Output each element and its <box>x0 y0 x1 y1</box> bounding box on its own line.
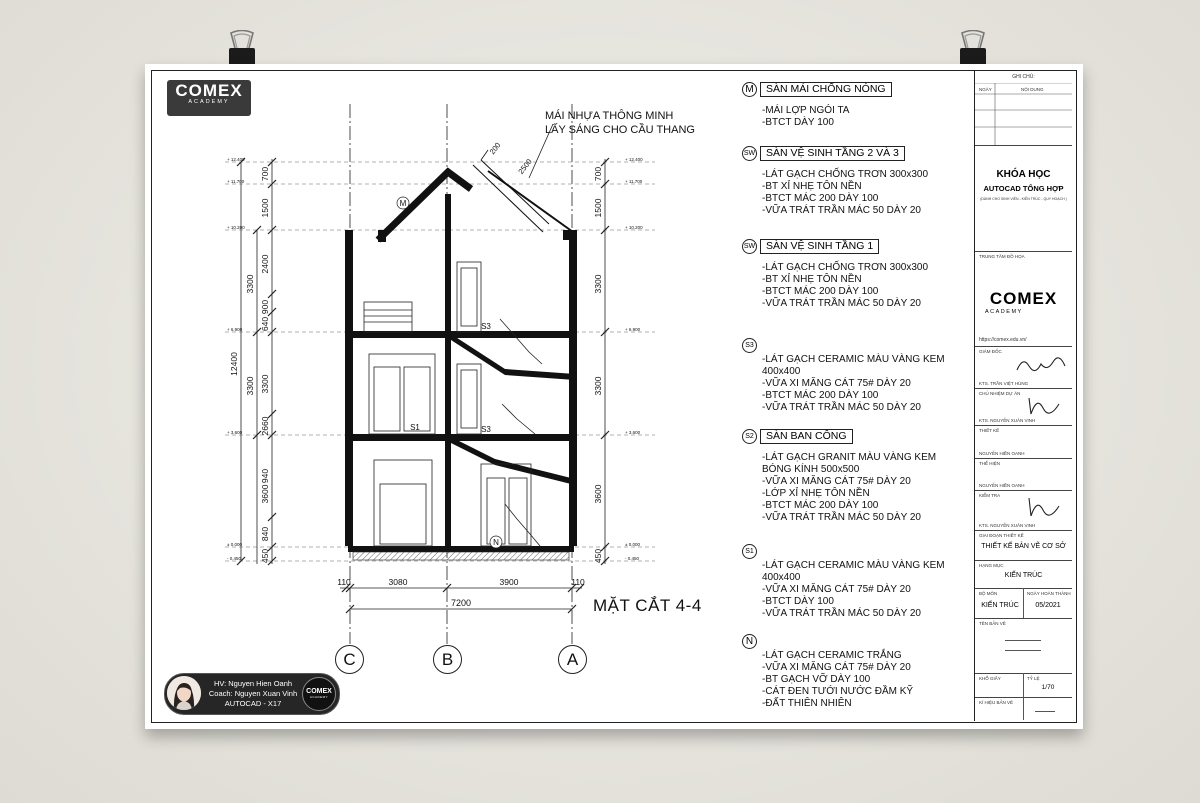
level-mark-left: + 6.900 <box>227 327 243 332</box>
spec-line: -LÁT GẠCH CERAMIC MÀU VÀNG KEM <box>762 560 945 571</box>
badge-logo-word: COMEX <box>306 688 332 695</box>
spec-line: 400x400 <box>762 572 801 583</box>
logo-sub: ACADEMY <box>188 99 230 105</box>
spec-lines <box>738 560 968 620</box>
spec-line: -LỚP XỈ NHẸ TÔN NỀN <box>762 488 870 499</box>
draw-name: NGUYỄN HIỀN OANH <box>979 483 1025 488</box>
dim-left-group: 3300 <box>245 376 255 396</box>
check-signature-icon <box>1023 494 1067 520</box>
dim-bottom: 110 <box>337 577 351 587</box>
design-cell <box>975 425 1072 459</box>
dim-roof: 200 <box>487 140 503 157</box>
spec-line: -VỮA TRÁT TRẦN MÁC 50 DÀY 20 <box>762 608 921 619</box>
spec-header <box>738 544 968 560</box>
spec-group <box>738 82 968 129</box>
dim-bottom: 3900 <box>499 577 519 587</box>
dim-left-chain: 940 <box>260 468 270 484</box>
spec-line: -ĐẤT THIÊN NHIÊN <box>762 698 852 709</box>
spec-code: M <box>742 82 757 97</box>
spec-line: -MÁI LỢP NGÓI TA <box>762 105 850 116</box>
spec-lines <box>738 650 968 710</box>
spec-line: -BT XỈ NHẸ TÔN NỀN <box>762 181 862 192</box>
chief-name: KTS. NGUYỄN XUÂN VINH <box>979 418 1036 423</box>
roof-note-line-2: LẤY SÁNG CHO CẦU THANG <box>545 123 695 136</box>
phase-label: GIAI ĐOẠN THIẾT KẾ <box>979 533 1024 538</box>
spec-header <box>738 239 968 255</box>
spec-line: -BT GẠCH VỠ DÀY 100 <box>762 674 871 685</box>
director-label: GIÁM ĐỐC <box>979 349 1002 354</box>
spec-code: S2 <box>742 429 757 444</box>
sheet-no-cell <box>975 697 1072 720</box>
level-mark-left: ± 0.000 <box>227 542 242 547</box>
grid-axis-c: C <box>335 645 364 674</box>
spec-line: -LÁT GẠCH CERAMIC MÀU VÀNG KEM <box>762 354 945 365</box>
spec-group <box>738 544 968 620</box>
student-badge <box>164 673 340 715</box>
draw-label: THỂ HIỆN <box>979 461 1001 466</box>
dim-left-chain: 840 <box>260 526 270 542</box>
design-name: NGUYỄN HIỀN OANH <box>979 451 1025 456</box>
dim-roof: 2500 <box>516 157 534 176</box>
spec-header <box>738 146 968 162</box>
student-avatar-icon <box>167 676 201 710</box>
spec-group <box>738 634 968 710</box>
drawing-tag: S1 <box>410 423 420 432</box>
spec-code: S1 <box>742 544 757 559</box>
level-mark-left: + 11.700 <box>227 179 245 184</box>
spec-title: SÀN VỆ SINH TẦNG 2 VÀ 3 <box>760 146 905 161</box>
sheet-name-cell <box>975 618 1072 674</box>
spec-code: SW <box>742 146 757 161</box>
badge-course: AUTOCAD - X17 <box>224 699 282 708</box>
item-cell <box>975 560 1072 589</box>
spec-line: 400x400 <box>762 366 801 377</box>
dim-left-chain: 2660 <box>260 416 270 436</box>
dim-left-group: 3300 <box>245 274 255 294</box>
level-mark-right: + 12.400 <box>625 157 643 162</box>
dim-bottom: 110 <box>571 577 585 587</box>
level-mark-right: + 11.700 <box>625 179 643 184</box>
dim-left-chain: 2400 <box>260 254 270 274</box>
spec-line: -BTCT DÀY 100 <box>762 117 834 128</box>
spec-title: SÀN MÁI CHỐNG NÓNG <box>760 82 892 97</box>
dim-left-chain: 3600 <box>260 484 270 504</box>
center-cell <box>975 251 1072 347</box>
spec-line: -BTCT MÁC 200 DÀY 100 <box>762 390 879 401</box>
paper-label: KHỔ GIẤY <box>979 676 1001 681</box>
spec-group <box>738 429 968 524</box>
spec-line: -LÁT GẠCH GRANIT MÀU VÀNG KEM <box>762 452 937 463</box>
section-title: MẶT CẮT 4-4 <box>593 596 702 615</box>
spec-line: BÓNG KÍNH 500x500 <box>762 464 860 475</box>
drawing-sheet <box>145 64 1083 729</box>
director-cell <box>975 346 1072 389</box>
dim-left-chain: 900 <box>260 299 270 315</box>
spec-line: -VỮA TRÁT TRẦN MÁC 50 DÀY 20 <box>762 512 921 523</box>
notes-cell <box>975 71 1072 146</box>
spec-header <box>738 338 968 354</box>
chief-signature-icon <box>1023 394 1067 418</box>
spec-group <box>738 338 968 414</box>
spec-code: SW <box>742 239 757 254</box>
roof-note-leader <box>525 122 555 182</box>
dept-label: BỘ MÔN <box>979 591 998 596</box>
date-value: 05/2021 <box>1035 602 1061 609</box>
spec-lines <box>738 262 968 310</box>
spec-code: N <box>742 634 757 649</box>
dim-bottom: 3080 <box>388 577 408 587</box>
level-mark-left: + 12.400 <box>227 157 245 162</box>
drawing-tag: S3 <box>481 322 491 331</box>
badge-student: HV: Nguyen Hien Oanh <box>213 679 293 688</box>
section-drawing <box>145 64 735 664</box>
roof-note-line-1: MÁI NHỰA THÔNG MINH <box>545 110 674 122</box>
item-value: KIẾN TRÚC <box>1004 572 1043 579</box>
title-block <box>974 71 1072 721</box>
spec-line: -BTCT MÁC 200 DÀY 100 <box>762 286 879 297</box>
draw-cell <box>975 458 1072 491</box>
student-avatar <box>167 676 201 710</box>
center-label: TRUNG TÂM ĐỒ HỌA <box>979 254 1025 259</box>
course-line-1: KHÓA HỌC <box>996 169 1051 180</box>
grid-axis-b: B <box>433 645 462 674</box>
notes-col-date: NGÀY <box>979 87 992 92</box>
dim-right-chain: 3300 <box>593 274 603 294</box>
level-mark-right: - 0.450 <box>625 556 640 561</box>
level-mark-left: + 10.200 <box>227 225 245 230</box>
spec-line: -BT XỈ NHẸ TÔN NỀN <box>762 274 862 285</box>
chief-label: CHỦ NHIỆM DỰ ÁN <box>979 391 1021 396</box>
badge-logo <box>302 677 336 711</box>
dim-left-chain: 640 <box>260 316 270 332</box>
dim-left-chain: 450 <box>260 548 270 564</box>
spec-line: -CÁT ĐEN TƯỚI NƯỚC ĐẦM KỸ <box>762 686 914 697</box>
spec-line: -LÁT GẠCH CHỐNG TRƠN 300x300 <box>762 262 929 273</box>
spec-line: -VỮA XI MĂNG CÁT 75# DÀY 20 <box>762 476 911 487</box>
dim-left-chain: 1500 <box>260 198 270 218</box>
phase-value: THIẾT KẾ BẢN VẼ CƠ SỞ <box>981 543 1066 550</box>
check-cell <box>975 490 1072 531</box>
spec-line: -BTCT MÁC 200 DÀY 100 <box>762 193 879 204</box>
item-label: HẠNG MỤC <box>979 563 1004 568</box>
level-mark-left: - 0.450 <box>227 556 242 561</box>
dept-value: KIẾN TRÚC <box>981 602 1019 609</box>
course-line-2: AUTOCAD TỔNG HỢP <box>983 184 1064 193</box>
spec-code: S3 <box>742 338 757 353</box>
dim-left-chain: 700 <box>260 166 270 182</box>
spec-header <box>738 634 968 650</box>
phase-cell <box>975 530 1072 561</box>
dim-right-chain: 700 <box>593 166 603 182</box>
tb-logo-sub: ACADEMY <box>985 309 1023 315</box>
check-name: KTS. NGUYỄN XUÂN VINH <box>979 523 1036 528</box>
course-sub: (DÀNH CHO SINH VIÊN - KIẾN TRÚC - QUY HOẠCH ) <box>980 197 1067 201</box>
course-cell <box>975 145 1072 252</box>
spec-lines <box>738 354 968 414</box>
sheet-no-label: KÍ HIỆU BẢN VẼ <box>979 700 1014 705</box>
spec-line: -VỮA XI MĂNG CÁT 75# DÀY 20 <box>762 378 911 389</box>
scale-value: 1/70 <box>1041 684 1055 691</box>
spec-line: -VỮA TRÁT TRẦN MÁC 50 DÀY 20 <box>762 298 921 309</box>
drawing-tag: S3 <box>481 425 491 434</box>
design-label: THIẾT KẾ <box>979 428 1000 433</box>
spec-line: -LÁT GẠCH CERAMIC TRẮNG <box>762 650 902 661</box>
dim-right-chain: 3600 <box>593 484 603 504</box>
check-label: KIỂM TRA <box>979 493 1001 498</box>
drawing-tag: N <box>493 538 499 547</box>
badge-logo-sub: ACADEMY <box>309 695 329 699</box>
level-mark-right: + 3.600 <box>625 430 641 435</box>
date-label: NGÀY HOÀN THÀNH <box>1027 591 1071 596</box>
spec-line: -VỮA TRÁT TRẦN MÁC 50 DÀY 20 <box>762 205 921 216</box>
dim-right-chain: 450 <box>593 548 603 564</box>
spec-line: -VỮA XI MĂNG CÁT 75# DÀY 20 <box>762 662 911 673</box>
badge-coach: Coach: Nguyen Xuan Vinh <box>208 689 298 698</box>
spec-line: -BTCT MÁC 200 DÀY 100 <box>762 500 879 511</box>
spec-header <box>738 82 968 98</box>
dim-right-chain: 3300 <box>593 376 603 396</box>
spec-header <box>738 429 968 445</box>
drawing-tag: M <box>399 199 407 208</box>
spec-line: -BTCT DÀY 100 <box>762 596 834 607</box>
roof-note <box>545 110 695 138</box>
dim-left-total: 12400 <box>229 352 239 376</box>
dept-date-cell <box>975 588 1072 619</box>
spec-line: -VỮA TRÁT TRẦN MÁC 50 DÀY 20 <box>762 402 921 413</box>
spec-lines <box>738 105 968 129</box>
scale-label: TỶ LỆ <box>1027 676 1040 681</box>
notes-header: GHI CHÚ: <box>1012 74 1035 80</box>
spec-line: -VỮA XI MĂNG CÁT 75# DÀY 20 <box>762 584 911 595</box>
spec-line: -LÁT GẠCH CHỐNG TRƠN 300x300 <box>762 169 929 180</box>
tb-logo-word: COMEX <box>989 289 1058 308</box>
level-mark-right: ± 0.000 <box>625 542 640 547</box>
sheet-name-label: TÊN BẢN VẼ <box>979 621 1006 626</box>
grid-axis-a: A <box>558 645 587 674</box>
dim-left-chain: 3300 <box>260 374 270 394</box>
logo-word: COMEX <box>175 81 243 100</box>
notes-col-content: NỘI DUNG <box>1021 87 1044 92</box>
spec-title: SÀN BAN CÔNG <box>760 429 853 444</box>
spec-lines <box>738 452 968 524</box>
level-mark-left: + 3.600 <box>227 430 243 435</box>
website-text: https://comex.edu.vn/ <box>979 337 1027 343</box>
director-signature-icon <box>1013 352 1068 378</box>
spec-group <box>738 146 968 217</box>
paper-scale-cell <box>975 673 1072 698</box>
spec-title: SÀN VỆ SINH TẦNG 1 <box>760 239 879 254</box>
spec-lines <box>738 169 968 217</box>
dim-total: 7200 <box>450 598 472 608</box>
level-mark-right: + 10.200 <box>625 225 643 230</box>
notes-grid <box>975 83 1072 145</box>
spec-group <box>738 239 968 310</box>
director-name: KTS. TRẦN VIỆT HÙNG <box>979 381 1029 386</box>
chief-cell <box>975 388 1072 426</box>
dim-right-chain: 1500 <box>593 198 603 218</box>
level-mark-right: + 6.900 <box>625 327 641 332</box>
